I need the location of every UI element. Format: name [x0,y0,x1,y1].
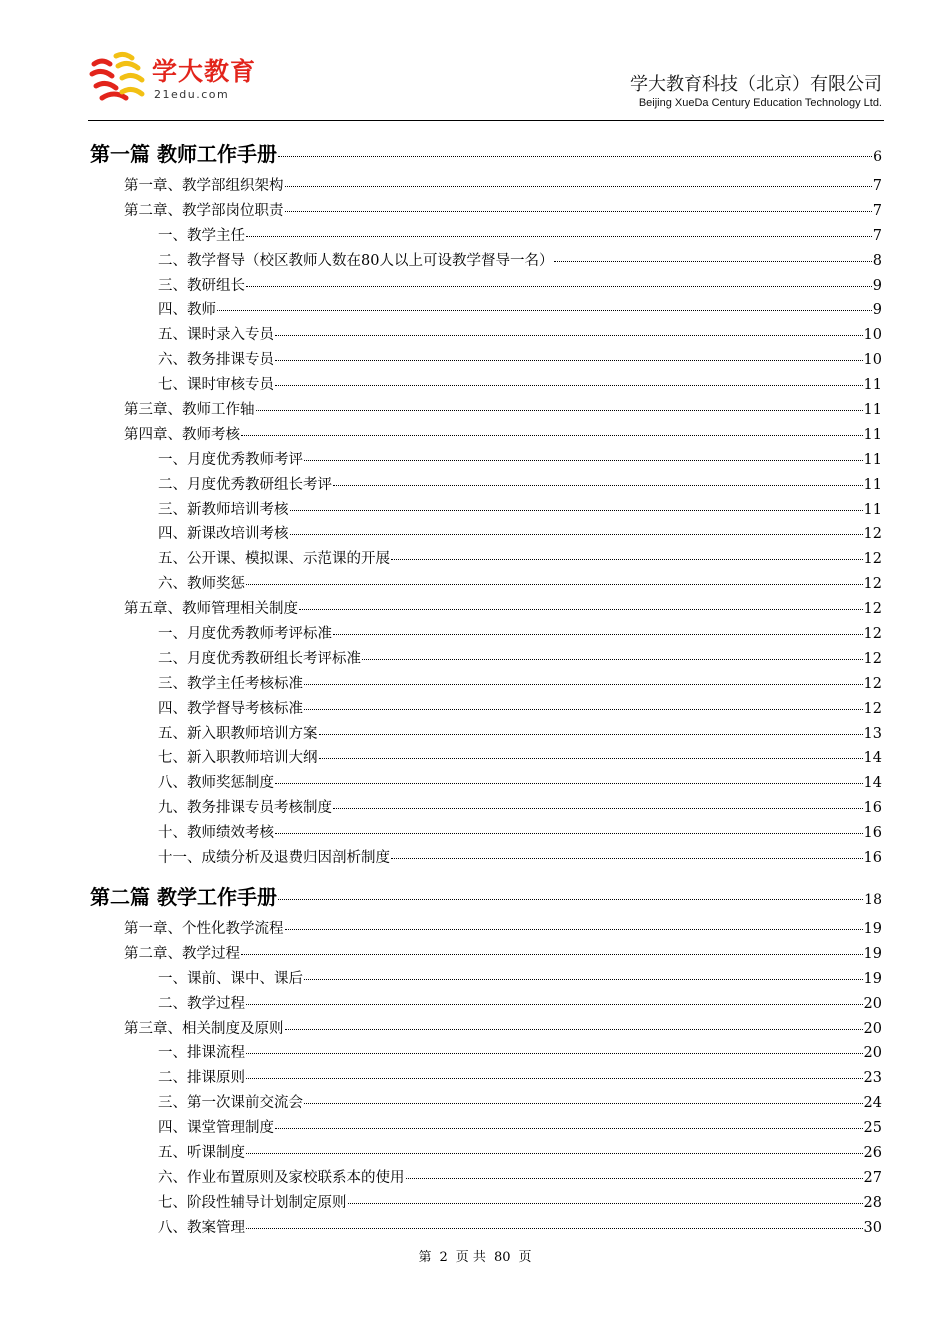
toc-page-number: 20 [863,1020,882,1037]
toc-chapter-entry[interactable] [90,942,882,967]
toc-entry-title: 一、月度优秀教师考评标准 [158,626,332,643]
toc-page-number: 11 [863,402,882,419]
toc-page-number: 12 [863,601,882,618]
toc-dot-leader [278,156,872,157]
toc-section-entry[interactable] [90,572,882,597]
toc-entry-title: 五、公开课、模拟课、示范课的开展 [158,551,390,568]
toc-dot-leader [246,286,872,287]
toc-entry-title: 四、教师 [158,302,216,319]
logo-domain: 21edu.com [154,88,230,101]
toc-page-number: 10 [863,352,882,369]
toc-section-entry[interactable] [90,821,882,846]
toc-dot-leader [304,1103,863,1104]
toc-dot-leader [275,833,863,834]
toc-part-entry[interactable] [90,879,882,917]
toc-entry-title: 第二篇 教学工作手册 [90,884,277,909]
toc-section-entry[interactable] [90,274,882,299]
toc-page-number: 7 [872,202,882,219]
toc-section-entry[interactable] [90,722,882,747]
toc-entry-title: 一、排课流程 [158,1045,245,1062]
toc-entry-title: 第一章、教学部组织架构 [124,178,284,194]
toc-section-entry[interactable] [90,1191,882,1216]
toc-entry-title: 二、教学过程 [158,995,245,1012]
toc-entry-title: 七、阶段性辅导计划制定原则 [158,1194,347,1211]
toc-entry-title: 六、教务排课专员 [158,352,274,369]
toc-dot-leader [256,410,863,411]
toc-entry-title: 四、新课改培训考核 [158,526,289,543]
toc-dot-leader [275,783,863,784]
toc-dot-leader [246,584,863,585]
toc-dot-leader [285,211,872,212]
toc-entry-title: 第二章、教学过程 [124,945,240,962]
toc-section-entry[interactable] [90,622,882,647]
toc-section-entry[interactable] [90,846,882,871]
toc-entry-title: 九、教务排课专员考核制度 [158,800,332,817]
toc-dot-leader [278,899,863,900]
toc-section-entry[interactable] [90,373,882,398]
toc-entry-title: 七、新入职教师培训大纲 [158,750,318,767]
toc-section-entry[interactable] [90,697,882,722]
toc-entry-title: 第三章、教师工作轴 [124,402,255,419]
toc-page-number: 20 [863,995,882,1012]
toc-entry-title: 一、月度优秀教师考评 [158,451,303,468]
toc-entry-title: 二、月度优秀教研组长考评 [158,476,332,493]
toc-page-number: 27 [863,1169,882,1186]
toc-entry-title: 八、教师奖惩制度 [158,775,274,792]
toc-dot-leader [362,659,863,660]
footer-mid: 页 共 [455,1250,486,1265]
toc-dot-leader [246,1153,863,1154]
toc-entry-title: 十、教师绩效考核 [158,825,274,842]
toc-section-entry[interactable] [90,771,882,796]
toc-chapter-entry[interactable] [90,398,882,423]
toc-dot-leader [241,954,863,955]
toc-entry-title: 二、月度优秀教研组长考评标准 [158,650,361,667]
toc-dot-leader [217,310,872,311]
toc-section-entry[interactable] [90,522,882,547]
toc-page-number: 16 [863,800,882,817]
toc-dot-leader [348,1203,863,1204]
toc-dot-leader [285,929,863,930]
toc-entry-title: 三、第一次课前交流会 [158,1095,303,1112]
toc-section-entry[interactable] [90,1066,882,1091]
toc-entry-title: 第一篇 教师工作手册 [90,142,277,166]
toc-entry-title: 五、新入职教师培训方案 [158,725,318,742]
footer-suffix: 页 [518,1250,532,1265]
toc-page-number: 12 [863,576,882,593]
toc-page-number: 12 [863,700,882,717]
toc-chapter-entry[interactable] [90,174,882,199]
toc-page-number: 18 [864,891,882,908]
toc-section-entry[interactable] [90,323,882,348]
toc-page-number: 9 [872,277,882,294]
toc-entry-title: 二、排课原则 [158,1070,245,1087]
toc-chapter-entry[interactable] [90,597,882,622]
toc-entry-title: 四、课堂管理制度 [158,1120,274,1137]
toc-dot-leader [304,684,863,685]
toc-page-number: 30 [863,1219,882,1236]
toc-dot-leader [333,808,863,809]
toc-chapter-entry[interactable] [90,917,882,942]
toc-page-number: 23 [863,1070,882,1087]
toc-page-number: 16 [863,825,882,842]
toc-dot-leader [299,609,863,610]
toc-entry-title: 五、听课制度 [158,1144,245,1161]
footer-page-number: 2 [439,1250,448,1265]
page-footer [0,1246,950,1265]
toc-page-number: 28 [863,1194,882,1211]
toc-section-entry[interactable] [90,672,882,697]
toc-entry-title: 一、教学主任 [158,227,245,244]
company-name-chinese: 学大教育科技（北京）有限公司 [630,74,882,95]
toc-entry-title: 七、课时审核专员 [158,377,274,394]
logo-mark-icon [88,50,150,106]
toc-entry-title: 六、作业布置原则及家校联系本的使用 [158,1169,405,1186]
company-logo [88,50,288,106]
toc-dot-leader [246,1078,863,1079]
toc-page-number: 12 [863,526,882,543]
footer-total-pages: 80 [493,1250,511,1265]
toc-section-entry[interactable] [90,1216,882,1241]
toc-entry-title: 一、课前、课中、课后 [158,970,303,987]
toc-dot-leader [290,534,863,535]
toc-chapter-entry[interactable] [90,199,882,224]
toc-dot-leader [391,559,863,560]
toc-entry-title: 第五章、教师管理相关制度 [124,601,298,618]
toc-entry-title: 十一、成绩分析及退费归因剖析制度 [158,850,390,867]
toc-dot-leader [246,236,872,237]
toc-entry-title: 第二章、教学部岗位职责 [124,202,284,219]
toc-page-number: 12 [863,675,882,692]
toc-page-number: 25 [863,1120,882,1137]
toc-dot-leader [275,360,863,361]
toc-page-number: 11 [863,476,882,493]
toc-page-number: 11 [863,377,882,394]
toc-entry-title: 三、教研组长 [158,277,245,294]
toc-chapter-entry[interactable] [90,1017,882,1042]
toc-entry-title: 三、教学主任考核标准 [158,675,303,692]
toc-page-number: 12 [863,650,882,667]
toc-section-entry[interactable] [90,1141,882,1166]
toc-dot-leader [241,435,863,436]
toc-section-entry[interactable] [90,796,882,821]
toc-section-entry[interactable] [90,224,882,249]
toc-dot-leader [275,335,863,336]
toc-section-entry[interactable] [90,547,882,572]
toc-page-number: 24 [863,1095,882,1112]
toc-dot-leader [554,261,871,262]
toc-dot-leader [304,709,863,710]
toc-page-number: 8 [872,252,882,269]
toc-section-entry[interactable] [90,1166,882,1191]
toc-dot-leader [406,1178,863,1179]
toc-dot-leader [319,734,863,735]
toc-section-entry[interactable] [90,448,882,473]
toc-section-entry[interactable] [90,1091,882,1116]
toc-page-number: 6 [873,149,882,165]
toc-page-number: 13 [863,725,882,742]
toc-entry-title: 三、新教师培训考核 [158,501,289,518]
toc-dot-leader [333,634,863,635]
toc-page-number: 11 [863,501,882,518]
toc-dot-leader [275,1128,863,1129]
toc-entry-title: 五、课时录入专员 [158,327,274,344]
toc-page-number: 9 [872,302,882,319]
company-name-english: Beijing XueDa Century Education Technology Ltd. [638,97,882,109]
toc-section-entry[interactable] [90,992,882,1017]
toc-section-entry[interactable] [90,1041,882,1066]
toc-dot-leader [290,510,863,511]
toc-chapter-entry[interactable] [90,423,882,448]
toc-section-entry[interactable] [90,647,882,672]
toc-dot-leader [304,979,863,980]
toc-section-entry[interactable] [90,967,882,992]
section-gap [90,871,882,879]
toc-section-entry[interactable] [90,249,882,274]
footer-prefix: 第 [418,1250,432,1265]
toc-page-number: 7 [872,178,882,194]
toc-page-number: 12 [863,626,882,643]
toc-page-number: 19 [863,945,882,962]
toc-dot-leader [246,1053,863,1054]
toc-section-entry[interactable] [90,473,882,498]
toc-dot-leader [333,485,863,486]
toc-page-number: 16 [863,850,882,867]
toc-entry-title: 八、教案管理 [158,1219,245,1236]
toc-dot-leader [285,1029,863,1030]
toc-page-number: 7 [872,227,882,244]
page-header [88,48,884,120]
toc-dot-leader [285,186,872,187]
toc-dot-leader [246,1228,863,1229]
toc-page-number: 10 [863,327,882,344]
table-of-contents [90,136,882,1241]
toc-entry-title: 四、教学督导考核标准 [158,700,303,717]
toc-entry-title: 二、教学督导（校区教师人数在80人以上可设教学督导一名） [158,252,554,269]
toc-page-number: 14 [863,775,882,792]
toc-page-number: 19 [863,970,882,987]
toc-page-number: 26 [863,1144,882,1161]
logo-chinese-name: 学大教育 [152,57,257,86]
toc-section-entry[interactable] [90,298,882,323]
header-divider [88,120,884,121]
toc-entry-title: 六、教师奖惩 [158,576,245,593]
toc-entry-title: 第四章、教师考核 [124,426,240,443]
toc-entry-title: 第三章、相关制度及原则 [124,1020,284,1037]
toc-entry-title: 第一章、个性化教学流程 [124,920,284,937]
toc-dot-leader [304,460,863,461]
toc-page-number: 11 [863,451,882,468]
toc-page-number: 20 [863,1045,882,1062]
toc-page-number: 12 [863,551,882,568]
toc-dot-leader [319,758,863,759]
toc-section-entry[interactable] [90,1116,882,1141]
toc-section-entry[interactable] [90,746,882,771]
toc-dot-leader [246,1004,863,1005]
toc-page-number: 14 [863,750,882,767]
toc-section-entry[interactable] [90,498,882,523]
toc-part-entry[interactable] [90,136,882,174]
toc-section-entry[interactable] [90,348,882,373]
toc-dot-leader [275,385,863,386]
toc-dot-leader [391,858,863,859]
toc-page-number: 19 [863,920,882,937]
toc-page-number: 11 [863,426,882,443]
